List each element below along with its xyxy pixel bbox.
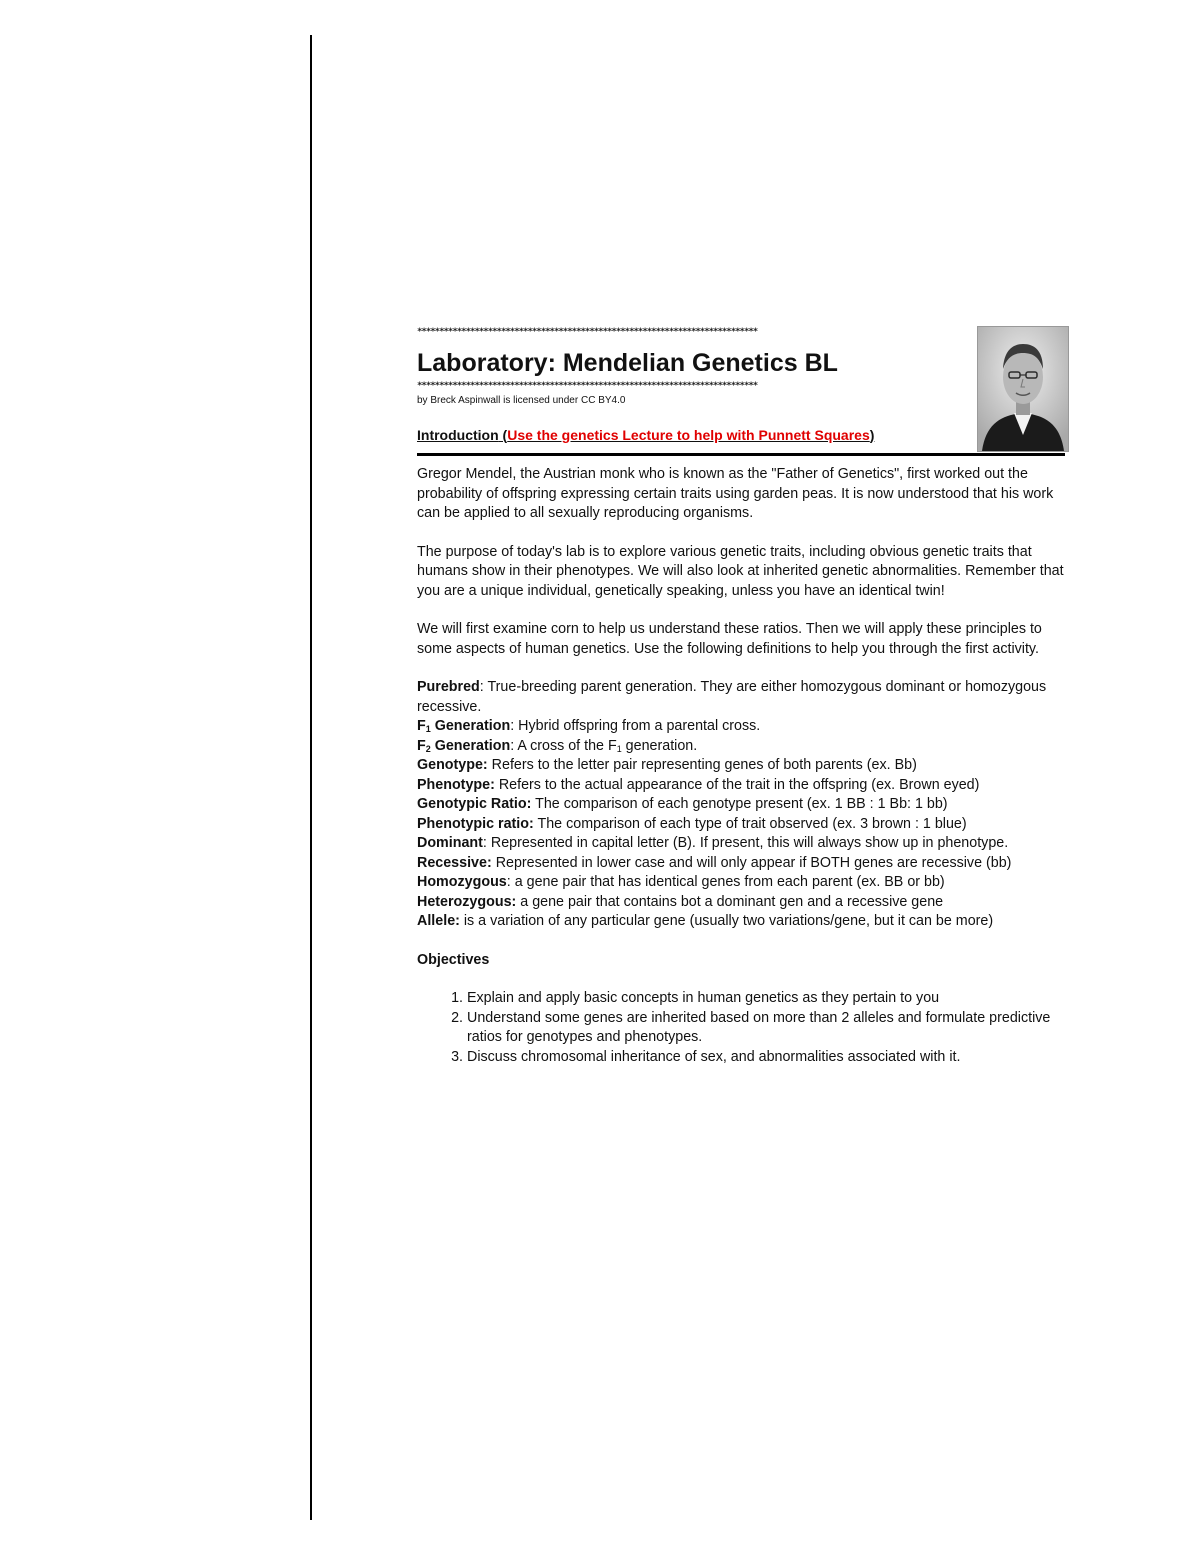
term: $F_1$ Generation — [417, 718, 511, 734]
definition-text: a gene pair that contains bot a dominant gen and a recessive gene — [516, 893, 944, 910]
definition-text: The comparison of each type of trait observed (ex. 3 brown : 1 blue) — [533, 815, 967, 832]
objective-item: 1. Explain and apply basic concepts in human genetics as they pertain to you — [467, 989, 1067, 1009]
term: Genotype: — [417, 757, 488, 773]
definition-heterozygous — [417, 893, 1067, 913]
term: Genotypic Ratio: — [417, 796, 532, 812]
definition-dominant — [417, 834, 1067, 854]
star-divider-bottom: ***************************************************************************** — [417, 381, 758, 391]
definition-phenotypic-ratio — [417, 815, 1067, 835]
definition-text: : True-breeding parent generation. They are either homozygous dominant or homozygous recessive. — [417, 679, 1047, 715]
term: Phenotypic ratio: — [417, 815, 534, 832]
definition-genotype — [417, 756, 1067, 776]
star-divider-top: ***************************************************************************** — [417, 327, 758, 337]
introduction-label: Introduction — [417, 427, 499, 443]
term: Dominant — [417, 835, 483, 851]
objectives-list — [417, 989, 1067, 1067]
term: Phenotype: — [417, 776, 495, 793]
intro-open-paren: ( — [498, 427, 508, 443]
intro-paragraph-1: Gregor Mendel, the Austrian monk who is known as the "Father of Genetics", first worked out the probability of offspring expressing certain traits using garden peas. It is now understood that his work can be applied to all sexually reproducing organisms. — [417, 466, 1054, 521]
definition-text: Refers to the actual appearance of the trait in the offspring (ex. Brown eyed) — [494, 776, 980, 793]
term: Homozygous — [417, 874, 507, 890]
document-content — [417, 325, 1067, 1067]
objectives-heading: Objectives — [417, 951, 490, 968]
intro-paragraph-2: The purpose of today's lab is to explore various genetic traits, including obvious genetic traits that humans show in their phenotypes. We will also look at inherited genetic abnormalities. Remember that you are a unique individual, genetically speaking, unless you have an identical twin! — [417, 543, 1064, 599]
definition-text: : A cross of the $F_1$ generation. — [510, 737, 698, 754]
definition-recessive — [417, 854, 1067, 874]
definition-purebred — [417, 678, 1067, 717]
objective-item: 2. Understand some genes are inherited based on more than 2 alleles and formulate predictive ratios for genotypes and phenotypes. — [467, 1009, 1067, 1048]
definition-phenotype — [417, 776, 1067, 796]
definition-genotypic-ratio — [417, 795, 1067, 815]
definition-text: The comparison of each genotype present (ex. 1 BB : 1 Bb: 1 bb) — [531, 796, 948, 812]
definition-allele — [417, 912, 1067, 932]
definitions-list — [417, 678, 1067, 932]
term: $F_2$ Generation — [417, 737, 511, 754]
definition-text: Refers to the letter pair representing genes of both parents (ex. Bb) — [487, 757, 917, 773]
license-byline: by Breck Aspinwall is licensed under CC BY4.0 — [417, 395, 626, 406]
definition-homozygous — [417, 873, 1067, 893]
page-title: Laboratory: Mendelian Genetics BL — [417, 349, 838, 377]
left-margin-rule — [310, 35, 312, 1520]
definition-text: : Hybrid offspring from a parental cross. — [510, 718, 761, 734]
objective-item: 3. Discuss chromosomal inheritance of sex, and abnormalities associated with it. — [467, 1048, 1067, 1068]
term: Heterozygous: — [417, 893, 517, 910]
term: Recessive: — [417, 854, 492, 871]
definition-f1-generation — [417, 717, 1067, 737]
term: Allele: — [417, 913, 460, 929]
intro-paragraph-3: We will first examine corn to help us understand these ratios. Then we will apply these principles to some aspects of human genetics. Use the following definitions to help you through the first activity. — [417, 621, 1042, 657]
introduction-heading — [417, 426, 1067, 445]
definition-text: is a variation of any particular gene (usually two variations/gene, but it can be more) — [459, 913, 994, 929]
punnett-note: Use the genetics Lecture to help with Punnett Squares — [507, 427, 870, 443]
definition-text: : a gene pair that has identical genes from each parent (ex. BB or bb) — [506, 874, 945, 890]
intro-close-paren: ) — [869, 427, 875, 443]
definition-f2-generation — [417, 737, 1067, 757]
definition-text: Represented in lower case and will only appear if BOTH genes are recessive (bb) — [491, 854, 1012, 871]
term: Purebred — [417, 679, 480, 695]
definition-text: : Represented in capital letter (B). If present, this will always show up in phenotype. — [482, 835, 1009, 851]
